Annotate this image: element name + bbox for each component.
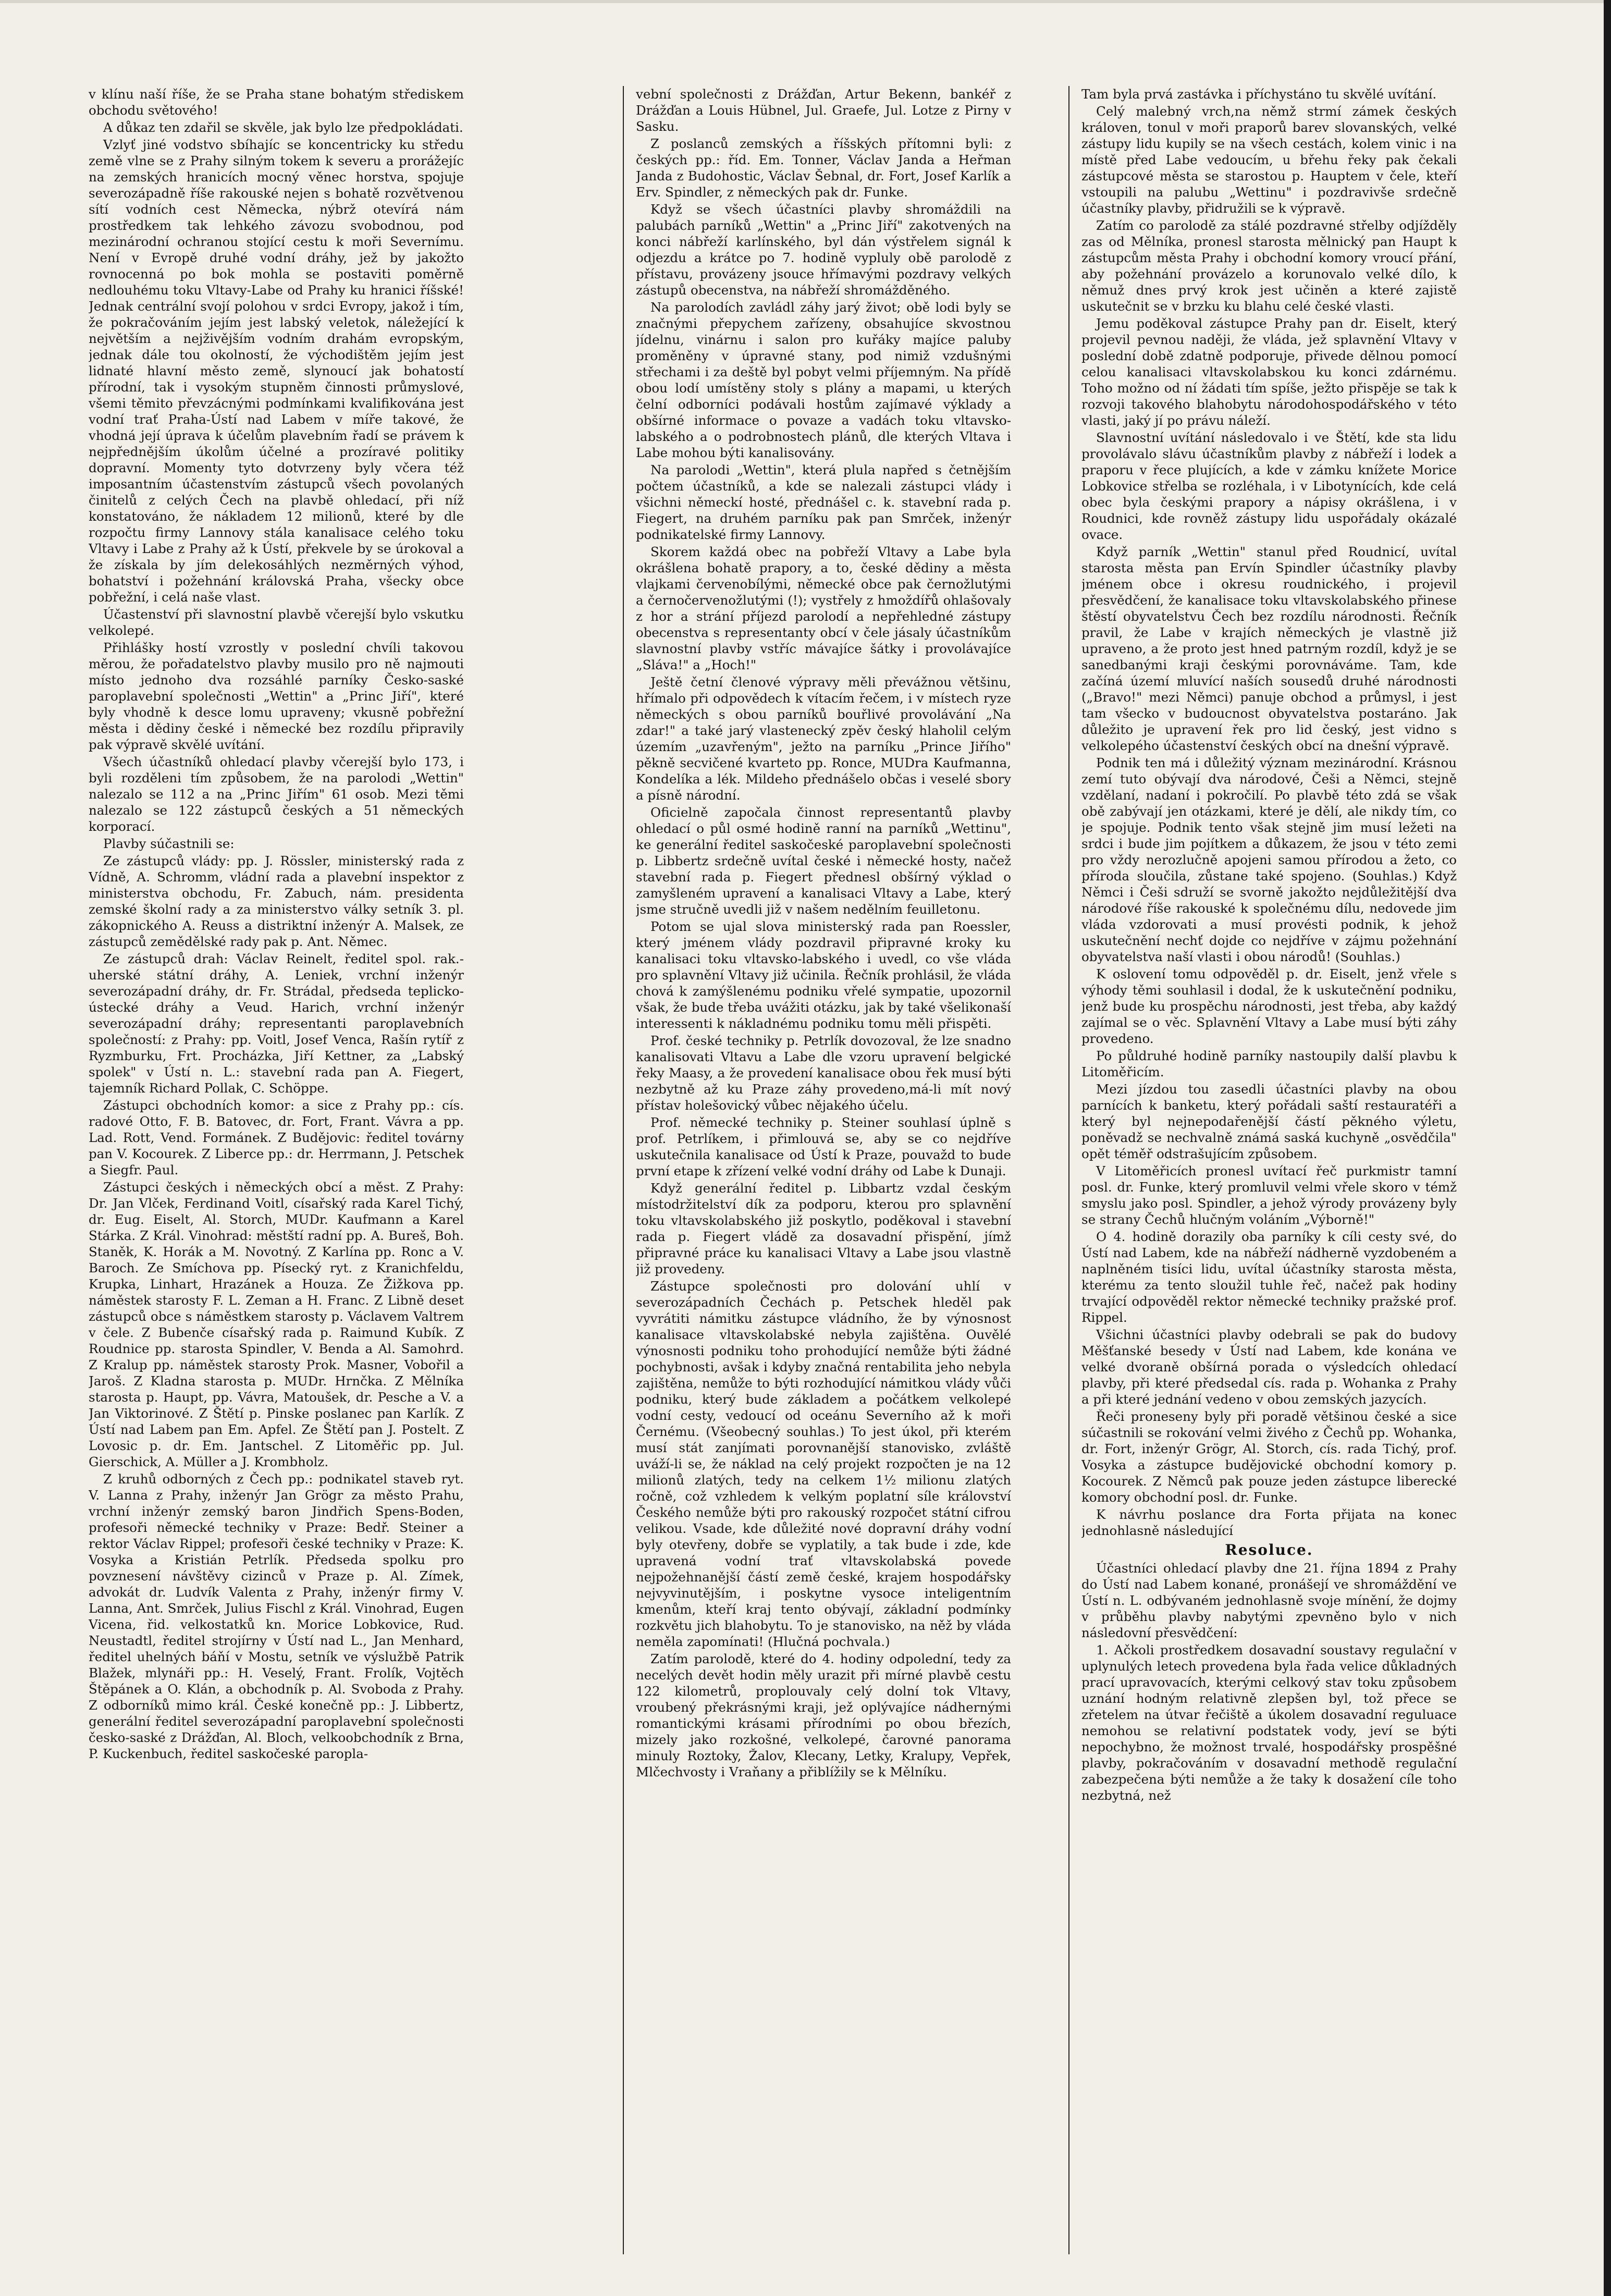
- column-middle: [636, 86, 1011, 2254]
- paragraph: Ještě četní členové výpravy měli převážnou většinu, hřímalo při odpovědech k vítacím řečem, i v místech ryze německých s obou parníků bouřlivé provolávání „Na zdar!" a také jarý vlastenecký zpěv český hlaholil celým územím „uzavřeným", ježto na parníku „Prince Jiřího" pěkně secvičené kvarteto pp. Ronce, MUDra Kaufmanna, Kondelíka a lék. Mildeho přednášelo občas i veselé sbory a písně národní.: [636, 674, 1011, 803]
- paragraph: Zástupci obchodních komor: a sice z Prahy pp.: cís. radové Otto, F. B. Batovec, dr. Fort, Frant. Vávra a pp. Lad. Rott, Vend. Formánek. Z Budějovic: ředitel továrny pan V. Kocourek. Z Liberce pp.: dr. Herrmann, J. Petschek a Siegfr. Paul.: [89, 1098, 464, 1177]
- paragraph: Zatím co parolodě za stálé pozdravné střelby odjížděly zas od Mělníka, pronesl starosta mělnický pan Haupt k zástupcům města Prahy i obchodní komory vroucí přání, aby požehnání provázelo a korunovalo velké dílo, k němuž dnes prvý krok jest učiněn a které zajistě uskutečnit se v brzku ku blahu celé české vlasti.: [1081, 218, 1457, 314]
- paragraph: Jemu poděkoval zástupce Prahy pan dr. Eiselt, který projevil pevnou naději, že vláda, jež splavnění Vltavy v poslední době zdatně podporuje, přivede dělnou pomocí celou kanalisaci vltavskolabskou ku konci zdárnému. Toho možno od ní žádati tím spíše, ježto přispěje se tak k rozvoji takového blahobytu národohospodářského v této vlasti, jaký jí po právu náleží.: [1081, 316, 1457, 428]
- paragraph: Po půldruhé hodině parníky nastoupily další plavbu k Litoměřicím.: [1081, 1048, 1457, 1079]
- paragraph: Z poslanců zemských a říšských přítomni byli: z českých pp.: říd. Em. Tonner, Václav Janda a Heřman Janda z Budohostic, Václav Šebnal, dr. Fort, Josef Karlík a Erv. Spindler, z německých pak dr. Funke.: [636, 136, 1011, 200]
- section-heading: Resoluce.: [1225, 1541, 1313, 1558]
- paragraph: K návrhu poslance dra Forta přijata na konec jednohlasně následující: [1081, 1507, 1457, 1538]
- paragraph: Podnik ten má i důležitý význam mezinárodní. Krásnou zemí tuto obývají dva národové, Češi a Němci, stejně vzdělaní, nadaní i pokročilí. Po plavbě této zdá se však obě zabývají jen otázkami, které je dělí, ale nikdy tím, co je spojuje. Podnik tento však stejně jim musí ležeti na srdci i bude jim pojítkem a důkazem, že jsou v této zemi pro vždy nerozlučně apojeni samou přírodou a žeto, co příroda sloučila, zůstane také spojeno. (Souhlas.) Když Němci i Češi sdruží se svorně jakožto nejdůležitější dva národové říše rakouské k společnému dílu, nedovede jim vláda vzdorovati a musí provésti podnik, k jehož uskutečnění nechť dojde co nejdříve v zájmu požehnání obyvatelstva naší vlasti i obou národů! (Souhlas.): [1081, 755, 1457, 964]
- paragraph: Plavby súčastnili se:: [103, 836, 235, 851]
- paragraph: Prof. české techniky p. Petrlík dovozoval, že lze snadno kanalisovati Vltavu a Labe dle vzoru upravení belgické řeky Maasy, a že provedení kanalisace obou řek musí býti nezbytně až ku Praze záhy provedeno,má-li mít nový přístav holešovický vůbec nějakého účelu.: [636, 1033, 1011, 1113]
- paragraph: Na parolodích zavládl záhy jarý život; obě lodi byly se značnými přepychem zařízeny, obsahujíce skvostnou jídelnu, vinárnu i salon pro kuřáky majíce paluby proměněny v úpravné stany, pod nimiž vzdušnými střechami i za deště byl pobyt velmi příjemným. Na přídě obou lodí umístěny stoly s plány a mapami, u kterých čelní odborníci podávali hostům zajímavé výklady a obšírné informace o povaze a vadách toku vltavsko-labského a o podrobnostech plánů, dle kterých Vltava i Labe mohou býti kanalisovány.: [636, 300, 1011, 460]
- paragraph: K oslovení tomu odpověděl p. dr. Eiselt, jenž vřele s výhody těmi souhlasil i dodal, že k uskutečnění podniku, jenž bude ku prospěchu národnosti, jest třeba, aby každý zajímal se o věc. Splavnění Vltavy a Labe musí býti záhy provedeno.: [1081, 966, 1457, 1046]
- paragraph: Zatím parolodě, které do 4. hodiny odpolední, tedy za necelých devět hodin měly urazit při mírné plavbě cestu 122 kilometrů, proplouvaly celý dolní tok Vltavy, vroubený překrásnými kraji, jež oplývajíce nádhernými romantickými krásami přírodními po obou březích, mizely jako rozkošné, velkolepé, čarovné panorama minuly Roztoky, Žalov, Klecany, Letky, Kralupy, Vepřek, Mlčechvosty i Vraňany a přiblížily se k Mělníku.: [636, 1651, 1011, 1779]
- column-right: [1081, 86, 1457, 2254]
- paragraph: Řeči proneseny byly při poradě většinou české a sice súčastnili se rokování velmi živého z Čechů pp. Wohanka, dr. Fort, inženýr Grögr, Al. Storch, cís. rada Tichý, prof. Vosyka a zástupce budějovické obchodní komory p. Kocourek. Z Němců pak pouze jeden zástupce liberecké komory obchodní posl. dr. Funke.: [1081, 1409, 1457, 1505]
- paragraph: vební společnosti z Drážďan, Artur Bekenn, bankéř z Drážďan a Louis Hübnel, Jul. Graefe, Jul. Lotze z Pirny v Sasku.: [636, 87, 1011, 134]
- paragraph: 1. Ačkoli prostředkem dosavadní soustavy regulační v uplynulých letech provedena byla řada velice důkladných prací upravovacích, kterými celkový stav toku způsobem uznání hodným relativně zlepšen byl, tož přece se zřetelem na útvar řečiště a úkolem dosavadní reguluace nemohou se relativní podstatek vody, jeví se býti nepochybno, že možnost trvalé, hospodářsky prospěšné plavby, pokračováním v dosavadní methodě regulační zabezpečena býti nemůže a že taky k dosažení cíle toho nezbytná, než: [1081, 1642, 1457, 1803]
- top-edge: [0, 0, 1611, 3]
- paragraph: Všichni účastníci plavby odebrali se pak do budovy Měšťanské besedy v Ústí nad Labem, kde konána ve velké dvoraně obšírná porada o výsledcích ohledací plavby, při které předsedal cís. rada p. Wohanka z Prahy a při které jednání vedeno v obou zemských jazycích.: [1081, 1327, 1457, 1407]
- column-divider: [623, 86, 624, 2254]
- page-edge: [1604, 0, 1611, 2296]
- paragraph: O 4. hodině dorazily oba parníky k cíli cesty své, do Ústí nad Labem, kde na nábřeží nádherně vyzdobeném a naplněném tisíci lidu, uvítal účastníky starosta města, kterému za tento sloužil tuhle řeč, načež pak hodiny trvající odpověděl rektor německé techniky pražské prof. Rippel.: [1081, 1229, 1457, 1325]
- paragraph: v klínu naší říše, že se Praha stane bohatým střediskem obchodu světového!: [89, 87, 464, 118]
- paragraph: Skorem každá obec na pobřeží Vltavy a Labe byla okrášlena bohatě prapory, a to, české dědiny a města vlajkami červenobílými, německé obce pak černožlutými a černočervenožlutými (!); vystřely z hmoždířů ohlašovaly z hor a strání příjezd parolodí a nepřehledné zástupy obecenstva s representanty obcí v čele jásaly účastníkům slavnostní plavby vstříc mávajíce šátky i provolávajíce „Sláva!" a „Hoch!": [636, 544, 1011, 672]
- paragraph: Zástupce společnosti pro dolování uhlí v severozápadních Čechách p. Petschek hleděl pak vyvrátiti námitku zástupce vládního, že by výnosnost kanalisace vltavskolabské nebyla zajištěna. Ouvělé výnosnosti podniku toho prohodující nemůže býti žádné pochybnosti, avšak i kdyby značná rentabilita jeho nebyla zajištěna, nemůže to býti rozhodující námitkou vlády vůči podniku, který bude základem a počátkem velkolepé vodní cesty, vedoucí od oceánu Severního až k moři Černému. (Všeobecný souhlas.) To jest úkol, při kterém musí stát zanjímati porovnanější stanovisko, zvláště uváží-li se, že náklad na celý projekt rozpočten je na 12 milionů zlatých, tedy na celkem 1½ milionu zlatých ročně, což vzhledem k velkým poplatní síle království Českého nemůže býti pro rakouský rozpočet státní cifrou velikou. Vsade, kde důležité nové dopravní dráhy vodní byly otevřeny, dobře se vyplatily, a tak bude i zde, kde upravená vodní trať vltavskolabská povede nejpožehnanější částí země české, krajem hospodářsky nejvyvinutějším, i poskytne vysoce inteligentním kmenům, kteří kraj tento obývají, základní podmínky rozkvětu jich blahobytu. To je stanovisko, na něž by vláda neměla zapomínati! (Hlučná pochvala.): [636, 1279, 1011, 1649]
- paragraph: Vzlyť jiné vodstvo sbíhajíc se koncentricky ku středu země vlne se z Prahy silným tokem k severu a prorážejíc na zemských hranicích mocný věnec horstva, spojuje severozápadně říše rakouské nejen s bohatě rozvětvenou sítí vodních cest Německa, nýbrž otevírá nám prostředkem tak lehkého závozu svobodnou, pod mezinárodní ochranou stojící cestu k moři Severnímu. Není v Evropě druhé vodní dráhy, jež by jakožto rovnocenná po bok mohla se postaviti poměrně nedlouhému toku Vltavy-Labe od Prahy ku hranici říšské! Jednak centrální svojí polohou v srdci Evropy, jakož i tím, že pokračováním jejím jest labský veletok, náležející k největším a nejživějším vodním drahám evropským, jednak dále tou okolností, že východištěm jejím jest lidnaté hlavní město země, slynoucí jak bohatostí přírodní, tak i vysokým stupněm činnosti průmyslové, všemi těmito převzácnými podmínkami kvalifikována jest vodní trať Praha-Ústí nad Labem v míře takové, že vhodná její úprava k účelům plavebním řadí se právem k nejpřednějším úkolům účelné a prozíravé politiky dopravní. Momenty tyto dotvrzeny byly včera též imposantním účastenstvím zástupců všech povolaných činitelů z celých Čech na plavbě ohledací, při níž konstatováno, že nákladem 12 milionů, které by dle rozpočtu firmy Lannovy stála kanalisace celého toku Vltavy i Labe z Prahy až k Ústí, překvele by se úrokoval a že získala by jím delekosáhlých nezměrných výhod, bohatství i požehnání královská Praha, všecky obce pobřežní, i celá naše vlast.: [89, 137, 464, 605]
- paragraph: V Litoměřicích pronesl uvítací řeč purkmistr tamní posl. dr. Funke, který promluvil velmi vřele skoro v témž smyslu jako posl. Spindler, a jehož výrody provázeny byly se strany Čechů hlučným voláním „Výborně!": [1081, 1163, 1457, 1227]
- paragraph: Účastníci ohledací plavby dne 21. října 1894 z Prahy do Ústí nad Labem konané, pronášejí ve shromáždění ve Ústí n. L. odbývaném jednohlasně svoje mínění, že dojmy v průběhu plavby nabytými zpevněno bylo v nich následovní přesvědčení:: [1081, 1561, 1457, 1640]
- paragraph: Celý malebný vrch,na němž strmí zámek českých královen, tonul v moři praporů barev slovanských, velké zástupy lidu kupily se na všech cestách, kolem vinic i na místě před Labe vedoucím, u břehu řeky pak čekali zástupcové města se starostou p. Hauptem v čele, kteří vstoupili na palubu „Wettinu" i pozdravivše srdečně účastníky plavby, přidružili se k výpravě.: [1081, 104, 1457, 216]
- paragraph: A důkaz ten zdařil se skvěle, jak bylo lze předpokládati.: [103, 120, 463, 135]
- paragraph: Potom se ujal slova ministerský rada pan Roessler, který jménem vlády pozdravil připravné kroky ku kanalisaci toku vltavsko-labského i uvedl, co vše vláda pro splavnění Vltavy již učinila. Řečník prohlásil, že vláda chová k zamýšlenému podniku vřelé sympatie, upozornil však, že bude třeba uvážiti otázku, jak by také všelikonaší interessenti k nákladnému podniku tomu měli přispěti.: [636, 919, 1011, 1031]
- column-left: [89, 86, 464, 2254]
- paragraph: Když parník „Wettin" stanul před Roudnicí, uvítal starosta města pan Ervín Spindler účastníky plavby jménem obce i okresu roudnického, i projevil přesvědčení, že kanalisace toku vltavskolabského přinese štěstí obyvatelstvu Čech bez rozdílu národnosti. Řečník pravil, že Labe v krajích německých je vlastně již upraveno, a že proto jest hned patrným rozdíl, když je se sanedbanými kraji českými porovnáváme. Tam, kde začíná území mluvící naších sousedů druhé národnosti („Bravo!" mezi Němci) panuje obchod a průmysl, i jest tam všecko v budoucnost obyvatelstva postaráno. Jak důležito je upravení řek pro lid český, jest vidno s velkolepého účastenství českých obcí na dnešní výpravě.: [1081, 544, 1457, 753]
- paragraph: Prof. německé techniky p. Steiner souhlasí úplně s prof. Petrlíkem, i přimlouvá se, aby se co nejdříve uskutečnila kanalisace od Ústí k Praze, pouvažd to bude první etape k zřízení velké vodní dráhy od Labe k Dunaji.: [636, 1115, 1011, 1178]
- paragraph: Všech účastníků ohledací plavby včerejší bylo 173, i byli rozděleni tím způsobem, že na parolodi „Wettin" nalezalo se 112 a na „Princ Jiřím" 61 osob. Mezi těmi nalezalo se 122 zástupců českých a 51 německých korporací.: [89, 754, 464, 834]
- paragraph: Z kruhů odborných z Čech pp.: podnikatel staveb ryt. V. Lanna z Prahy, inženýr Jan Grögr za město Prahu, vrchní inženýr zemský baron Jindřich Spens-Boden, profesoři německé techniky v Praze: Bedř. Steiner a rektor Václav Rippel; profesoři české techniky v Praze: K. Vosyka a Kristián Petrlík. Předseda spolku pro povznesení návštěvy cizinců v Praze p. Al. Zímek, advokát dr. Ludvík Valenta z Prahy, inženýr firmy V. Lanna, Ant. Smrček, Julius Fischl z Král. Vinohrad, Eugen Vicena, řid. velkostatků kn. Morice Lobkovice, Rud. Neustadtl, ředitel strojírny v Ústí nad L., Jan Menhard, ředitel uhelných báňí v Mostu, setník ve výslužbě Patrik Blažek, mlynáři pp.: H. Veselý, Frant. Frolík, Vojtěch Štěpánek a O. Klán, a obchodník p. Al. Svoboda z Prahy. Z odborníků mimo král. České konečně pp.: J. Libbertz, generální ředitel severozápadní paroplavební společnosti česko-saské z Drážďan, Al. Bloch, velkoobchodník z Brna, P. Kuckenbuch, ředitel saskočeské paropla-: [89, 1471, 464, 1761]
- paragraph: Když generální ředitel p. Libbartz vzdal českým místodržitelství dík za podporu, kterou pro splavnění toku vltavskolabského již poskytlo, poděkoval i stavební rada p. Fiegert vládě za dosavadní přispění, jímž připravné práce ku kanalisaci Vltavy a Labe jsou vlastně již provedeny.: [636, 1181, 1011, 1276]
- paragraph: Slavnostní uvítání následovalo i ve Štětí, kde sta lidu provolávalo slávu účastníkům plavby z nábřeží i lodek a praporu v řece plujících, a kde v zámku knížete Morice Lobkovice střelba se rozléhala, i v Libotynících, kde celá obec byla českými prapory a nápisy okrášlena, i v Roudnici, kde rovněž zástupy lidu uspořádaly okázalé ovace.: [1081, 430, 1457, 542]
- paragraph: Mezi jízdou tou zasedli účastníci plavby na obou parnících k banketu, který pořádali saští restauratéři a který byl nejnepodařenější částí pěkného výletu, poněvadž se nechvalně známá saská kuchyně „osvědčila" opět téměř odstrašujícím způsobem.: [1081, 1082, 1457, 1161]
- paragraph: Tam byla prvá zastávka i příchystáno tu skvělé uvítání.: [1081, 87, 1437, 102]
- paragraph: Na parolodi „Wettin", která plula napřed s četnějším počtem účastníků, a kde se nalezali zástupci vlády i všichni německí hosté, přednášel c. k. stavební rada p. Fiegert, na druhém parníku pak pan Smrček, inženýr podnikatelské firmy Lannovy.: [636, 462, 1011, 542]
- paragraph: Přihlášky hostí vzrostly v poslední chvíli takovou měrou, že pořadatelstvo plavby musilo pro ně najmouti místo jednoho dva rozsáhlé parníky Česko-saské paroplavební společnosti „Wettin" a „Princ Jiří", které byly vhodně k desce lomu upraveny; vkusně pobřežní města i dědiny české i německé bez rozdílu připravily pak výpravě skvělé uvítání.: [89, 640, 464, 752]
- paragraph: Ze zástupců drah: Václav Reinelt, ředitel spol. rak.-uherské státní dráhy, A. Leniek, vrchní inženýr severozápadní dráhy, dr. Fr. Strádal, předseda teplicko-ústecké dráhy a Veud. Harich, vrchní inženýr severozápadní dráhy; representanti paroplavebních společností: z Prahy: pp. Voitl, Josef Venca, Rašín rytíř z Ryzmburku, Frt. Procházka, Jiří Kettner, za „Labský spolek" v Ústí n. L.: stavební rada pan A. Fiegert, tajemník Richard Pollak, C. Schöppe.: [89, 951, 464, 1096]
- paragraph: Když se všech účastníci plavby shromáždili na palubách parníků „Wettin" a „Princ Jiří" zakotvených na konci nábřeží karlínského, byl dán výstřelem signál k odjezdu a krátce po 7. hodině vypluly obě parolodě z přístavu, provázeny jsouce hřímavými pozdravy velkých zástupů obecenstva, na nábřeží shromážděného.: [636, 202, 1011, 298]
- paragraph: Oficielně započala činnost representantů plavby ohledací o půl osmé hodině ranní na parníků „Wettinu", ke generální ředitel saskočeské paroplavební společnosti p. Libbertz srdečně uvítal české i německé hosty, načež stavební rada p. Fiegert přednesl obšírný výklad o zamyšleném upravení a kanalisaci Vltavy a Labe, který jsme stručně uvedli již v našem nedělním feuilletonu.: [636, 805, 1011, 917]
- paragraph: Účastenství při slavnostní plavbě včerejší bylo vskutku velkolepé.: [89, 607, 464, 638]
- paragraph: Zástupci českých i německých obcí a měst. Z Prahy: Dr. Jan Vlček, Ferdinand Voitl, císařský rada Karel Tichý, dr. Eug. Eiselt, Al. Storch, MUDr. Kaufmann a Karel Stárka. Z Král. Vinohrad: městští radní pp. A. Bureš, Boh. Staněk, K. Horák a M. Novotný. Z Karlína pp. Ronc a V. Baroch. Ze Smíchova pp. Písecký ryt. z Kranichfeldu, Krupka, Linhart, Hrazánek a Houza. Ze Žižkova pp. náměstek starosty F. L. Zeman a H. Franc. Z Libně deset zástupců obce s náměstkem starosty p. Václavem Valtrem v čele. Z Bubenče císařský rada p. Raimund Kubík. Z Roudnice pp. starosta Spindler, V. Benda a Al. Samohrd. Z Kralup pp. náměstek starosty Prok. Masner, Vobořil a Jaroš. Z Kladna starosta p. MUDr. Hrnčka. Z Mělníka starosta p. Haupt, pp. Vávra, Matoušek, dr. Pesche a V. a Jan Viktorinové. Z Štětí p. Pinske poslanec pan Karlík. Z Ústí nad Labem pan Em. Apfel. Ze Štětí pan J. Postelt. Z Lovosic p. dr. Em. Jantschel. Z Litoměřic pp. Jul. Gierschick, A. Müller a J. Krombholz.: [89, 1180, 464, 1469]
- column-divider: [1068, 86, 1069, 2254]
- paragraph: Ze zástupců vlády: pp. J. Rössler, ministerský rada z Vídně, A. Schromm, vládní rada a plavební inspektor z ministerstva obchodu, Fr. Zabuch, nám. presidenta zemské školní rady a za ministerstvo války setník 3. pl. zákopnického A. Reuss a distriktní inženýr A. Malsek, ze zástupců zemědělské rady pak p. Ant. Němec.: [89, 853, 464, 949]
